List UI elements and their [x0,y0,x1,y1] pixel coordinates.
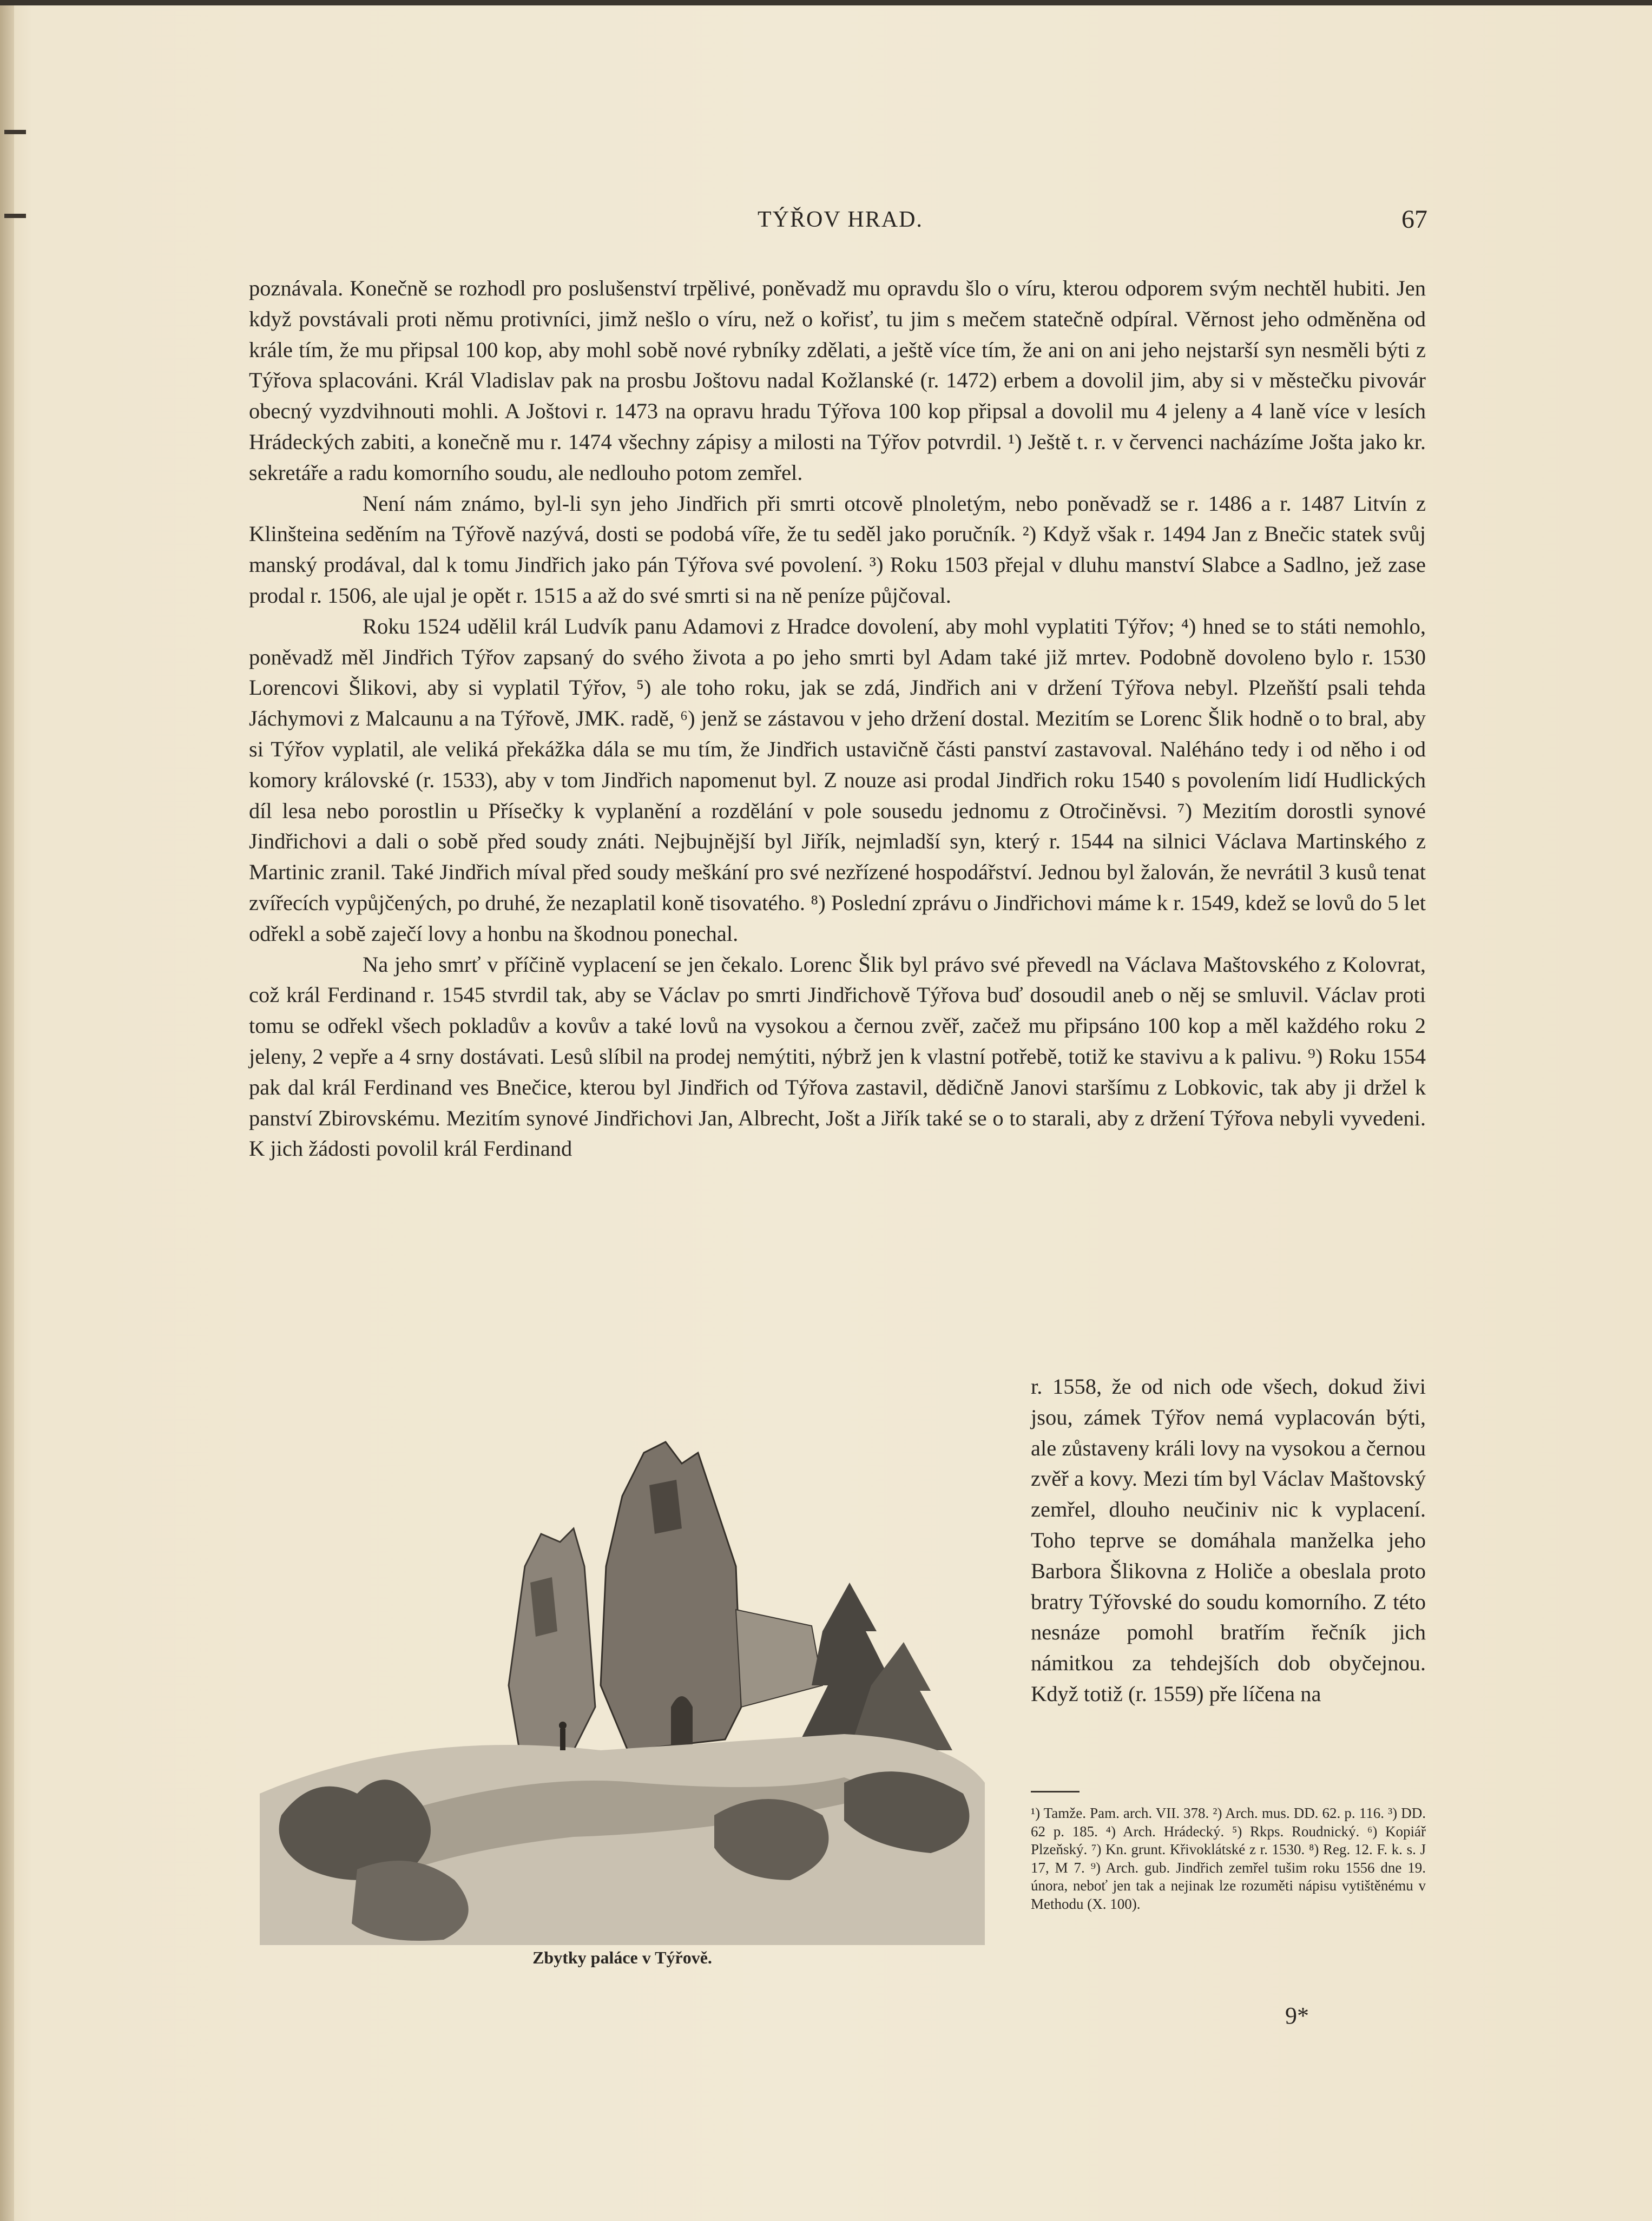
footnotes: ¹) Tamže. Pam. arch. VII. 378. ²) Arch. mus. DD. 62. p. 116. ³) DD. 62 p. 185. ⁴) Arch. Hrádecký. ⁵) Rkps. Roudnický. ⁶) Kopiář Plzeňský. ⁷) Kn. grunt. Křivoklátské z r. 1530. ⁸) Reg. 12. F. k. s. J 17, M 7. ⁹) Arch. gub. Jindřich zemřel tušim roku 1556 dne 19. února, neboť jen tak a nejinak lze rozuměti nápisu vytištěnému v Methodu (X. 100). [1031,1805,1426,1912]
page-top-edge [0,0,1652,5]
paragraph: poznávala. Konečně se rozhodl pro poslušenství trpělivé, poněvadž mu opravdu šlo o víru, kterou odporem svým nechtěl hubiti. Jen když povstávali proti němu protivníci, jimž nešlo o víru, než o kořisť, tu jim s mečem statečně odpíral. Věrnost jeho odměněna od krále tím, že mu připsal 100 kop, aby mohl sobě nové rybníky zdělati, a ještě více tím, že ani on ani jeho nejstarší syn nesměli býti z Týřova splacováni. Král Vladislav pak na prosbu Joštovu nadal Kožlanské (r. 1472) erbem a dovolil jim, aby si v městečku pivovár obecný vyzdvihnouti mohli. A Joštovi r. 1473 na opravu hradu Týřova 100 kop připsal a dovolil mu 4 jeleny a 4 laně více v lesích Hrádeckých zabiti, a konečně mu r. 1474 všechny zápisy a milosti na Týřov potvrdil. ¹) Ještě t. r. v červenci nacházíme Jošta jako kr. sekretáře a radu komorního soudu, ale nedlouho potom zemřel. [249,276,1426,485]
paragraph: Není nám známo, byl-li syn jeho Jindřich při smrti otcově plnoletým, nebo poněvadž se r. 1486 a r. 1487 Litvín z Klinšteina seděním na Týřově nazývá, dosti se podobá víře, že tu seděl jako poručník. ²) Když však r. 1494 Jan z Bnečic statek svůj manský prodával, dal k tomu Jindřich jako pán Týřova své povolení. ³) Roku 1503 přejal v dluhu manství Slabce a Sadlno, jež zase prodal r. 1506, ale ujal je opět r. 1515 a až do své smrti si na ně peníze půjčoval. [249,491,1426,608]
ruin-wall-left [509,1528,595,1750]
figure-caption: Zbytky paláce v Týřově. [532,1948,712,1967]
page-number: 67 [1401,205,1427,234]
running-title: TÝŘOV HRAD. [758,207,923,232]
ruin-wall-right [736,1610,822,1707]
side-column-text: r. 1558, že od nich ode všech, dokud živi jsou, zámek Týřov nemá vyplacován býti, ale zůstaveny králi lovy na vysokou a černou zvěř a kovy. Mezi tím byl Václav Maštovský zemřel, dlouho neučiniv nic k vyplacení. Toho teprve se domáhala manželka jeho Barbora Šlikovna z Holiče a obeslala proto bratry Týřovské do soudu komorního. Z této nesnáze pomohl bratřím řečník jich námitkou za tehdejších dob obyčejnou. Když totiž (r. 1559) pře líčena na [1031,1374,1426,1706]
paragraph: Roku 1524 udělil král Ludvík panu Adamovi z Hradce dovolení, aby mohl vyplatiti Týřov; ⁴) hned se to státi nemohlo, poněvadž měl Jindřich Týřov zapsaný do svého života a po jeho smrti byl Adam také již mrtev. Podobně dovoleno bylo r. 1530 Lorencovi Šlikovi, aby si vyplatil Týřov, ⁵) ale toho roku, jak se zdá, Jindřich ani v držení Týřova nebyl. Plzeňští psali tehda Jáchymovi z Malcaunu a na Týřově, JMK. radě, ⁶) jenž se zástavou v jeho držení dostal. Mezitím se Lorenc Šlik hodně o to bral, aby si Týřov vyplatil, ale veliká překážka dála se mu tím, že Jindřich ustavičně části panství zastavoval. Naléháno tedy i od něho i od komory královské (r. 1533), aby v tom Jindřich napomenut byl. Z nouze asi prodal Jindřich roku 1540 s povolením lidí Hudlických díl lesa nebo porostlin u Přísečky k vyplanění a rozdělání v pole sousedu jednomu z Otročiněvsi. ⁷) Mezitím dorostli synové Jindřichovi a dali o sobě před soudy znáti. Nejbujnější byl Jiřík, nejmladší syn, který r. 1544 na silnici Václava Martinského z Martinic zranil. Také Jindřich míval před soudy meškání pro své nezřízené hospodářství. Jednou byl žalován, že nevrátil 3 kusů tenat zvířecích vypůjčených, po druhé, že nezaplatil koně tisovatého. ⁸) Poslední zprávu o Jindřichovi máme k r. 1549, kdež se lovů do 5 let odřekl a sobě zaječí lovy a honbu na škodnou ponechal. [249,614,1426,946]
ruin-gate [671,1696,693,1750]
main-text [249,273,1426,1164]
human-figure-head [559,1722,567,1729]
signature-mark: 9* [1285,2002,1309,2029]
binding-mark [4,130,26,134]
ruin-window [649,1480,682,1534]
castle-ruins-drawing [249,1404,996,1945]
paragraph: Na jeho smrť v příčině vyplacení se jen čekalo. Lorenc Šlik byl právo své převedl na Václava Maštovského z Kolovrat, což král Ferdinand r. 1545 stvrdil tak, aby se Václav po smrti Jindřichově Týřova buď dosoudil aneb o něj se smluvil. Václav proti tomu se odřekl všech pokladův a kovův a také lovů na vysokou a černou zvěř, začež mu připsáno 100 kop a měl každého roku 2 jeleny, 2 vepře a 4 srny dostávati. Lesů slíbil na prodej nemýtiti, nýbrž jen k vlastní potřebě, totiž ke stavivu a k palivu. ⁹) Roku 1554 pak dal král Ferdinand ves Bnečice, kterou byl Jindřich od Týřova zastavil, dědičně Janovi staršímu z Lobkovic, tak aby ji držel k panství Zbirovskému. Mezitím synové Jindřichovi Jan, Albrecht, Jošt a Jiřík také se o to starali, aby z držení Týřova nebyli vyvedeni. K jich žádosti povolil král Ferdinand [249,952,1426,1161]
footnote-rule [1031,1791,1080,1792]
human-figure [560,1729,565,1750]
castle-ruins-illustration [249,1404,996,1978]
page-left-edge [0,0,14,2221]
running-header [0,207,1652,239]
